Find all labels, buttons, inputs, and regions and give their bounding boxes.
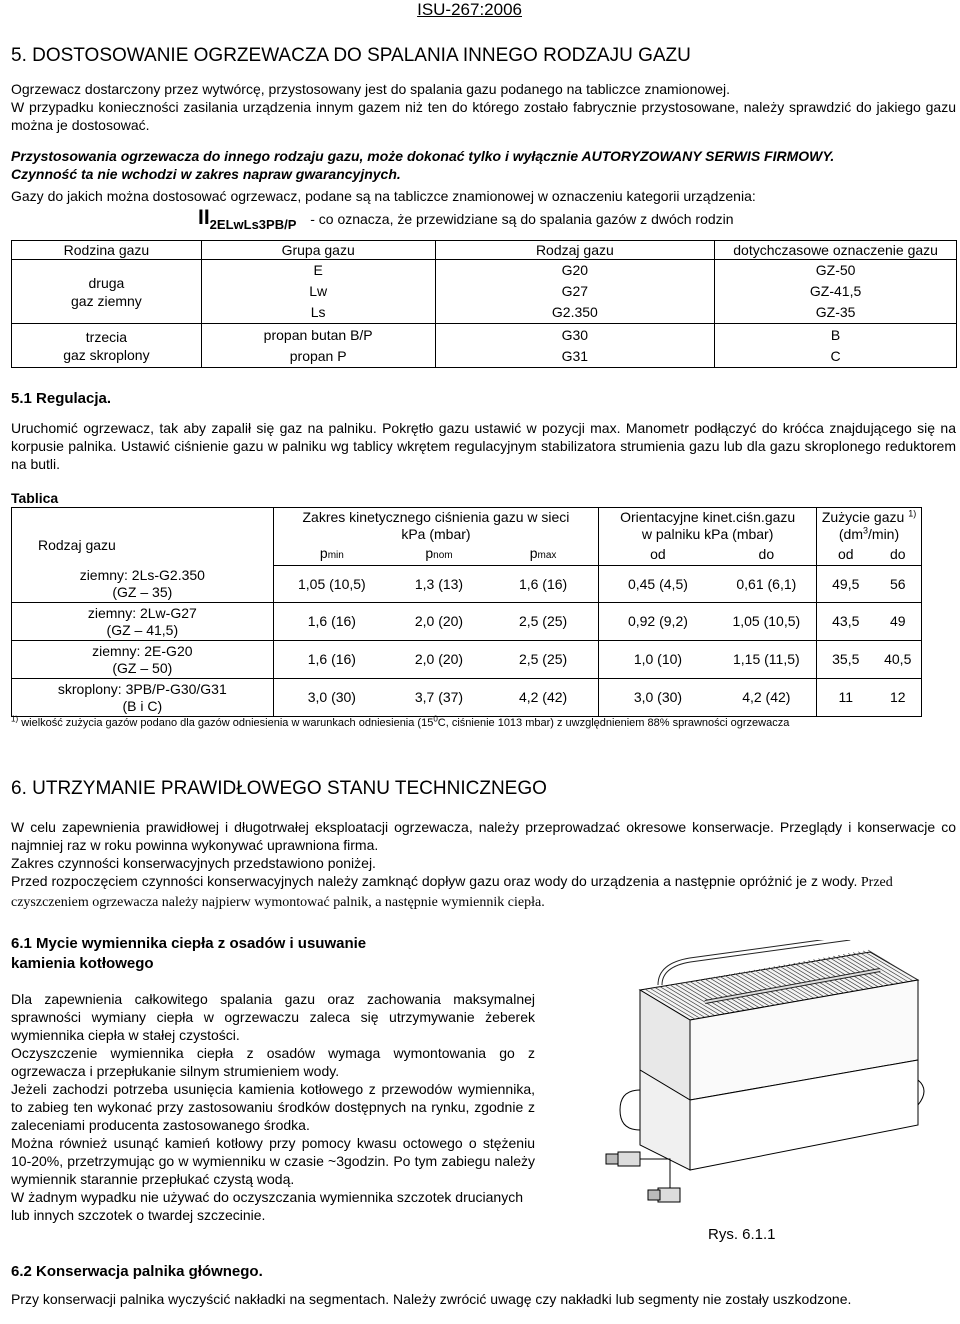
gas-cell: skroplony: 3PB/P-G30/G31 (B i C) [12, 679, 274, 717]
table-cell: 2,0 (20) [390, 603, 488, 641]
warning-line: Czynność ta nie wchodzi w zakres napraw gwarancyjnych. [11, 166, 401, 182]
table-cell: 56 [874, 566, 921, 603]
table-cell: 1,15 (11,5) [717, 641, 817, 679]
header-cell: dotychczasowe oznaczenie gazu [715, 241, 957, 260]
gas-cell: ziemny: 2Lw-G27 (GZ – 41,5) [12, 603, 274, 641]
table-cell: 3,0 (30) [273, 679, 390, 717]
device-category [198, 206, 734, 233]
table-header-row [12, 241, 957, 260]
table-cell: 1,6 (16) [273, 641, 390, 679]
table-cell: 1,6 (16) [273, 603, 390, 641]
od-label: od [817, 544, 875, 566]
table-cell: Ls [201, 302, 435, 324]
table-cell: 11 [817, 679, 875, 717]
header-burner-pressure: Orientacyjne kinet.ciśn.gazu w palniku kPa (mbar) [599, 508, 817, 544]
table-cell: 49 [874, 603, 921, 641]
table-cell: propan butan B/P [201, 324, 435, 346]
table-cell: 12 [874, 679, 921, 717]
table-cell: propan P [201, 346, 435, 368]
header-cell: Grupa gazu [201, 241, 435, 260]
header-pressure-range: Zakres kinetycznego ciśnienia gazu w sieci kPa (mbar) [273, 508, 599, 544]
pnom-label: pnom [390, 544, 488, 566]
section-6-2-text: Przy konserwacji palnika wyczyścić nakładki na segmentach. Należy zwrócić uwagę czy nakładki lub segmenty nie zostały uszkodzone. [11, 1291, 852, 1307]
table-row [12, 603, 922, 641]
regulation-table [11, 507, 922, 717]
section-5-title: 5. DOSTOSOWANIE OGRZEWACZA DO SPALANIA INNEGO RODZAJU GAZU [11, 45, 691, 66]
family-cell [12, 324, 202, 368]
table-cell: B [715, 324, 957, 346]
paragraph: Dla zapewnienia całkowitego spalania gazu oraz zachowania maksymalnej sprawności wymiany ciepła w ogrzewaczu zaleca się utrzymywanie żeberek wymiennika ciepła w stałej czystości. [11, 991, 535, 1043]
table-cell: G20 [435, 260, 715, 281]
warning-line: Przystosowania ogrzewacza do innego rodzaju gazu, może dokonać tylko i wyłącznie AUTORYZOWANY SERWIS FIRMOWY. [11, 148, 835, 164]
pmin-label: pmin [273, 544, 390, 566]
table-cell: 2,5 (25) [488, 603, 599, 641]
paragraph: Oczyszczenie wymiennika ciepła z osadów wymaga wymontowania go z ogrzewacza i przepłukanie silnym strumieniem wody. [11, 1045, 535, 1079]
section-6-title: 6. UTRZYMANIE PRAWIDŁOWEGO STANU TECHNICZNEGO [11, 778, 547, 799]
table-cell: G30 [435, 324, 715, 346]
section-5-1-text: Uruchomić ogrzewacz, tak aby zapalił się gaz na palniku. Pokrętło gazu ustawić w pozycji max. Manometr podłączyć do króćca znajdującego się na korpusie palnika. Ustawić ciśnienie gazu w palniku wg tablicy wkrętem regulacyjnym stabilizatora strumienia gazu lub dla gazu skroplonego reduktorem na butli. [11, 420, 956, 472]
paragraph: W celu zapewnienia prawidłowej i długotrwałej eksploatacji ogrzewacza, należy przeprowadzać okresowe konserwacje. Przeglądy i konserwacje co najmniej raz w roku powinna wykonywać uprawniona firma. [11, 819, 956, 853]
table-cell: Lw [201, 281, 435, 302]
paragraph: W przypadku konieczności zasilania urządzenia innym gazem niż ten do którego zostało fabrycznie przystosowane, należy sprawdzić do jakiego gazu można je dostosować. [11, 99, 956, 133]
table-cell: 1,05 (10,5) [717, 603, 817, 641]
table-cell: 3,0 (30) [599, 679, 717, 717]
table-cell: 1,05 (10,5) [273, 566, 390, 603]
section-5-1-title: 5.1 Regulacja. [11, 390, 112, 407]
header-gas-usage: Zużycie gazu $^{1)}$ $(dm^3/\min)$ [817, 508, 922, 544]
paragraph: Przed rozpoczęciem czynności konserwacyjnych należy zamknąć dopływ gazu oraz wody do urządzenia a następnie opróżnić je z wody. Przed czyszczeniem ogrzewacza należy najpierw wymontować palnik, a następnie wymiennik ciepła. [11, 873, 893, 910]
gas-family-table [11, 240, 957, 368]
figure-caption: Rys. 6.1.1 [708, 1226, 776, 1243]
table-cell: 40,5 [874, 641, 921, 679]
table-cell: 0,45 (4,5) [599, 566, 717, 603]
table-row [12, 260, 957, 281]
paragraph: Jeżeli zachodzi potrzeba usunięcia kamienia kotłowego z przewodów wymiennika, to zabieg ten wykonać przy zastosowaniu środków dostępnych na rynku, zgodnie z zaleceniami producenta zastosowanego środka. [11, 1081, 535, 1133]
paragraph: Ogrzewacz dostarczony przez wytwórcę, przystosowany jest do spalania gazu podanego na tabliczce znamionowej. [11, 81, 731, 97]
table-cell: 49,5 [817, 566, 875, 603]
table-cell: 2,0 (20) [390, 641, 488, 679]
table-cell: GZ-50 [715, 260, 957, 281]
heat-exchanger-figure [600, 940, 930, 1220]
section-6-text [11, 818, 956, 912]
table-cell: 4,2 (42) [488, 679, 599, 717]
family-name: druga [88, 274, 125, 291]
table-row [12, 324, 957, 346]
od-label: od [599, 544, 717, 566]
category-code: $II_{2ELwLs3PB/P}$ [198, 206, 297, 233]
table-cell: G2.350 [435, 302, 715, 324]
table-cell: 1,6 (16) [488, 566, 599, 603]
table-cell: 43,5 [817, 603, 875, 641]
table-cell: GZ-35 [715, 302, 957, 324]
paragraph: W żadnym wypadku nie używać do oczyszczania wymiennika szczotek drucianych lub innych szczotek o twardej szczecinie. [11, 1189, 523, 1223]
header-gas-type: Rodzaj gazu [12, 508, 274, 566]
table-row [12, 679, 922, 717]
table-cell: 2,5 (25) [488, 641, 599, 679]
gas-intro: Gazy do jakich można dostosować ogrzewacz, podane są na tabliczce znamionowej w oznaczeniu kategorii urządzenia: [11, 188, 756, 204]
header-cell: Rodzaj gazu [435, 241, 715, 260]
table-footnote: $^{1)}$ wielkość zużycia gazów podano dla gazów odniesienia w warunkach odniesienia ($15^0C$, ciśnienie 1013 mbar) z uwzględnieniem 88% sprawności ogrzewacza [11, 714, 790, 729]
table-header-row [12, 508, 922, 544]
table-cell: E [201, 260, 435, 281]
table-cell: 1,0 (10) [599, 641, 717, 679]
category-description: - co oznacza, że przewidziane są do spalania gazów z dwóch rodzin [310, 211, 734, 227]
table-cell: 35,5 [817, 641, 875, 679]
family-name: trzecia [85, 328, 128, 345]
table-cell: 1,3 (13) [390, 566, 488, 603]
document-id: ISU-267:2006 [417, 0, 522, 19]
gas-cell: ziemny: 2E-G20 (GZ – 50) [12, 641, 274, 679]
do-label: do [717, 544, 817, 566]
paragraph: Można również usunąć kamień kotłowy przy pomocy kwasu octowego o stężeniu 10-20%, przetrzymując go w wymienniku w czasie ~3godzin. Po tym zabiegu należy wymiennik starannie przepłukać czystą wodą. [11, 1135, 535, 1187]
table-cell: 3,7 (37) [390, 679, 488, 717]
table-cell: 0,61 (6,1) [717, 566, 817, 603]
section-6-2-title: 6.2 Konserwacja palnika głównego. [11, 1263, 263, 1280]
gas-cell: ziemny: 2Ls-G2.350 (GZ – 35) [12, 566, 274, 603]
table-cell: G31 [435, 346, 715, 368]
section-5-intro [11, 80, 956, 134]
family-cell [12, 260, 202, 324]
pmax-label: pmax [488, 544, 599, 566]
table-cell: C [715, 346, 957, 368]
table-cell: 4,2 (42) [717, 679, 817, 717]
table-row [12, 566, 922, 603]
table-row [12, 641, 922, 679]
table-title: Tablica [11, 490, 59, 506]
do-label: do [874, 544, 921, 566]
service-warning [11, 147, 956, 183]
table-cell: GZ-41,5 [715, 281, 957, 302]
section-6-1-title: 6.1 Mycie wymiennika ciepła z osadów i usuwanie kamienia kotłowego [11, 935, 367, 972]
paragraph: Zakres czynności konserwacyjnych przedstawiono poniżej. [11, 855, 376, 871]
table-cell: G27 [435, 281, 715, 302]
table-cell: 0,92 (9,2) [599, 603, 717, 641]
family-type: gaz ziemny [71, 292, 142, 309]
family-type: gaz skroplony [63, 346, 150, 363]
section-6-1-text [11, 990, 535, 1224]
header-cell: Rodzina gazu [12, 241, 202, 260]
